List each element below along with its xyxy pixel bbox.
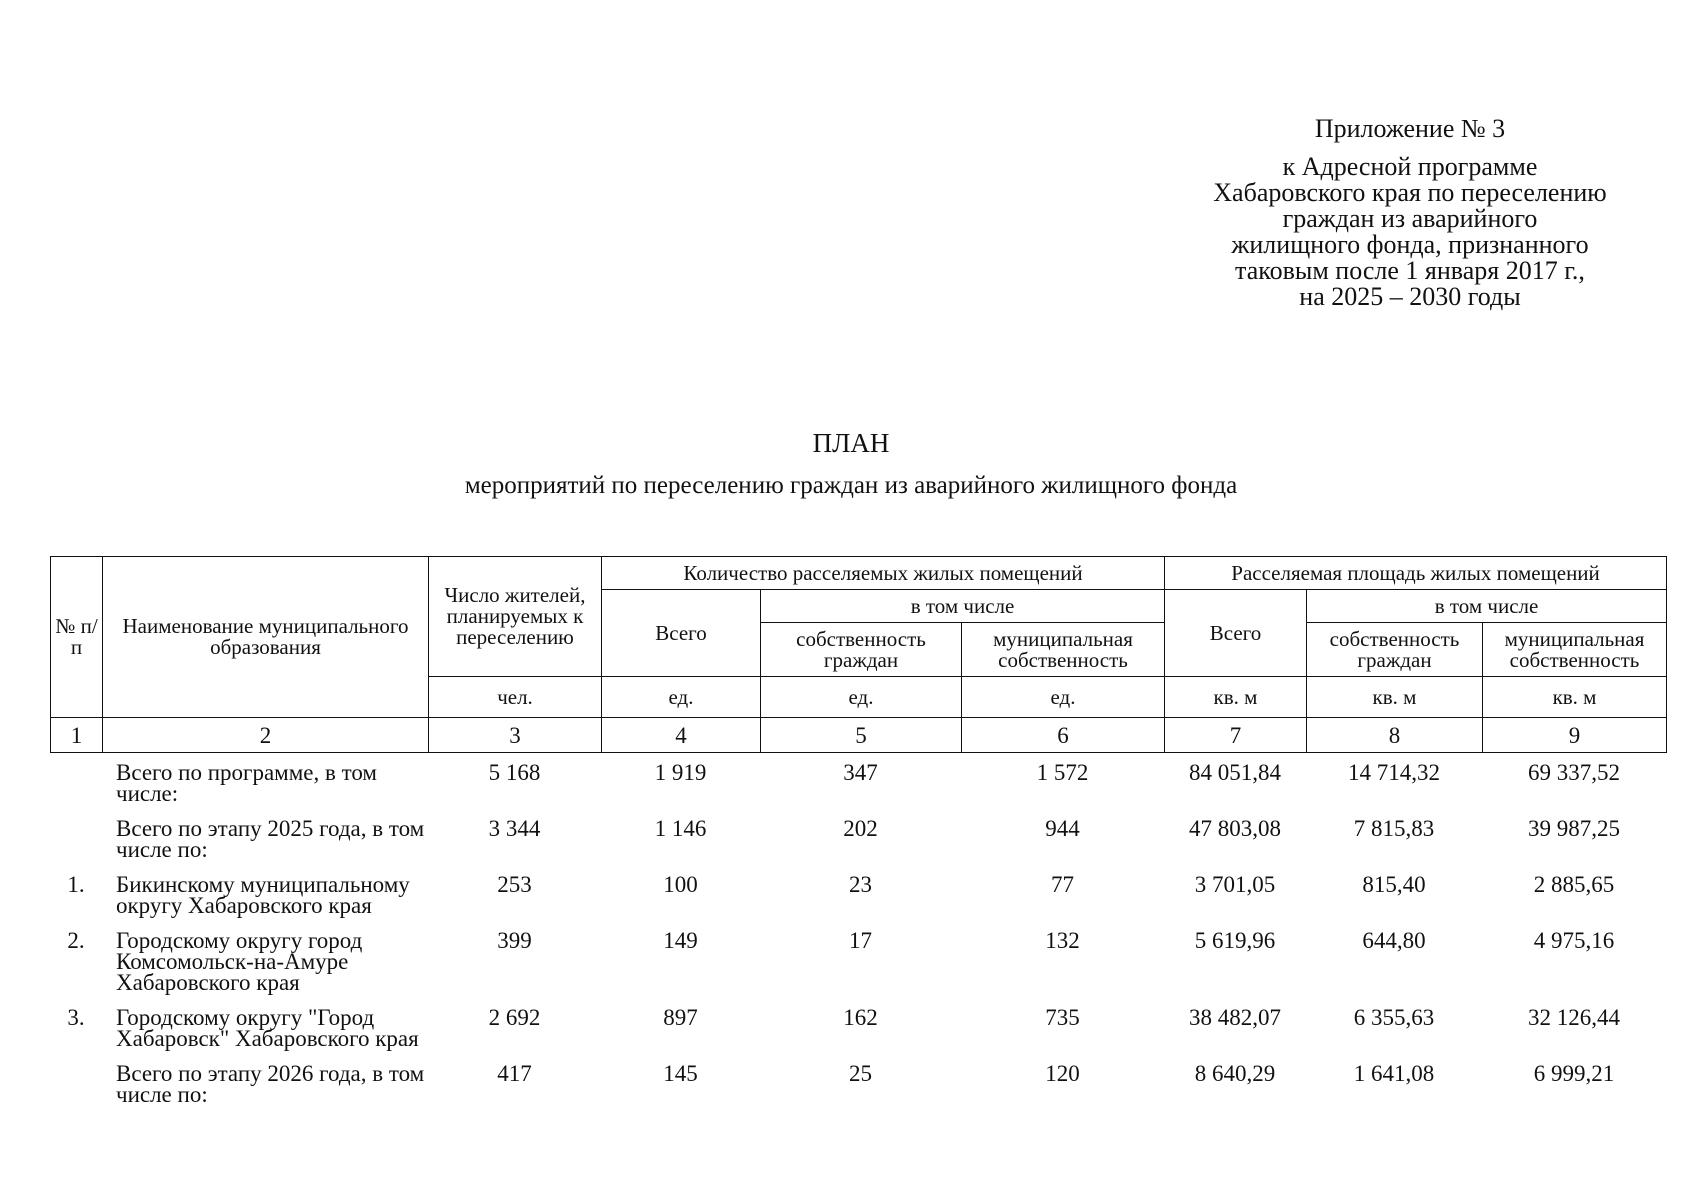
header-rooms-including: в том числе: [761, 590, 1165, 623]
row-num: 1.: [67, 872, 85, 897]
column-number: 3: [429, 718, 602, 753]
unit-cell: ед.: [602, 677, 761, 718]
header-rooms-citizens: собственность граждан: [761, 623, 962, 677]
row-value: 347: [843, 760, 878, 785]
column-number: 7: [1165, 718, 1307, 753]
row-name: Городскому округу город Комсомольск-на-Амуре Хабаровского края: [116, 928, 363, 995]
unit-cell: ед.: [962, 677, 1165, 718]
row-value: 202: [843, 816, 878, 841]
header-area-municipal: муниципальная собственность: [1483, 623, 1667, 677]
document-title: ПЛАН: [812, 428, 890, 458]
column-number: 2: [103, 718, 429, 753]
column-number: 5: [761, 718, 962, 753]
table-header: [50, 556, 1667, 753]
row-value: 162: [843, 1005, 878, 1030]
row-value: 8 640,29: [1194, 1061, 1276, 1086]
header-name: Наименование муниципального образования: [103, 557, 429, 718]
header-rooms-municipal: муниципальная собственность: [962, 623, 1165, 677]
header-area-including: в том числе: [1307, 590, 1667, 623]
row-num: [50, 1063, 102, 1119]
row-value: 3 344: [488, 816, 541, 841]
table-row: [50, 818, 1666, 874]
row-value: 2 692: [488, 1005, 541, 1030]
row-value: 25: [849, 1061, 872, 1086]
header-num: № п/п: [51, 557, 103, 718]
row-value: 6 999,21: [1533, 1061, 1615, 1086]
header-rooms-total: Всего: [602, 590, 761, 677]
row-value: 644,80: [1362, 928, 1426, 953]
row-value: 944: [1045, 816, 1080, 841]
row-value: 6 355,63: [1353, 1005, 1435, 1030]
unit-cell: кв. м: [1483, 677, 1667, 718]
appendix-line: граждан из аварийного: [1282, 204, 1538, 233]
header-area-group: Расселяемая площадь жилых помещений: [1165, 557, 1667, 590]
column-number: 1: [51, 718, 103, 753]
header-residents: Число жителей, планируемых к переселению: [429, 557, 602, 677]
row-name: Всего по этапу 2025 года, в том числе по:: [116, 816, 425, 862]
appendix-block: [1190, 116, 1630, 310]
row-value: 897: [663, 1005, 698, 1030]
appendix-title: Приложение № 3: [1314, 114, 1506, 143]
unit-cell: кв. м: [1165, 677, 1307, 718]
unit-cell: кв. м: [1307, 677, 1483, 718]
row-value: 5 168: [488, 760, 541, 785]
row-value: 1 641,08: [1353, 1061, 1435, 1086]
table-row: [50, 874, 1666, 930]
row-value: 38 482,07: [1189, 1005, 1281, 1030]
row-value: 5 619,96: [1194, 928, 1276, 953]
row-num: 3.: [67, 1005, 85, 1030]
row-value: 39 987,25: [1528, 816, 1620, 841]
table-row: [50, 1007, 1666, 1063]
appendix-line: к Адресной программе: [1282, 152, 1538, 181]
row-value: 4 975,16: [1533, 928, 1615, 953]
row-value: 145: [663, 1061, 698, 1086]
row-num: [50, 818, 102, 874]
row-name: Всего по этапу 2026 года, в том числе по:: [116, 1061, 425, 1107]
row-value: 100: [663, 872, 698, 897]
row-value: 69 337,52: [1528, 760, 1620, 785]
row-value: 32 126,44: [1528, 1005, 1620, 1030]
row-value: 47 803,08: [1189, 816, 1281, 841]
row-value: 84 051,84: [1189, 760, 1281, 785]
row-value: 23: [849, 872, 872, 897]
appendix-line: таковым после 1 января 2017 г.,: [1235, 256, 1585, 285]
row-value: 7 815,83: [1353, 816, 1435, 841]
unit-cell: чел.: [429, 677, 602, 718]
row-name: Бикинскому муниципальному округу Хабаровского края: [116, 872, 410, 918]
appendix-line: Хабаровского края по переселению: [1213, 178, 1607, 207]
row-value: 417: [497, 1061, 532, 1086]
row-value: 17: [849, 928, 872, 953]
row-value: 399: [497, 928, 532, 953]
row-name: Городскому округу "Город Хабаровск" Хабаровского края: [116, 1005, 419, 1051]
row-value: 120: [1045, 1061, 1080, 1086]
appendix-line: жилищного фонда, признанного: [1231, 230, 1589, 259]
column-number: 9: [1483, 718, 1667, 753]
row-value: 1 919: [654, 760, 707, 785]
row-value: 3 701,05: [1194, 872, 1276, 897]
column-number: 4: [602, 718, 761, 753]
row-value: 1 572: [1036, 760, 1089, 785]
table-body: [50, 762, 1666, 1119]
header-rooms-group: Количество расселяемых жилых помещений: [602, 557, 1165, 590]
table-row: [50, 1063, 1666, 1119]
column-number: 8: [1307, 718, 1483, 753]
document-subtitle: мероприятий по переселению граждан из аварийного жилищного фонда: [464, 472, 1238, 499]
row-value: 132: [1045, 928, 1080, 953]
row-name: Всего по программе, в том числе:: [116, 760, 377, 806]
row-value: 815,40: [1362, 872, 1426, 897]
unit-cell: ед.: [761, 677, 962, 718]
row-value: 253: [497, 872, 532, 897]
row-num: 2.: [67, 928, 85, 953]
row-value: 735: [1045, 1005, 1080, 1030]
appendix-line: на 2025 – 2030 годы: [1299, 282, 1521, 311]
column-number: 6: [962, 718, 1165, 753]
row-value: 2 885,65: [1533, 872, 1615, 897]
table-row: [50, 930, 1666, 1007]
row-value: 77: [1051, 872, 1074, 897]
table-row: [50, 762, 1666, 818]
row-value: 14 714,32: [1348, 760, 1440, 785]
header-area-citizens: собственность граждан: [1307, 623, 1483, 677]
row-num: [50, 762, 102, 818]
row-value: 149: [663, 928, 698, 953]
header-area-total: Всего: [1165, 590, 1307, 677]
row-value: 1 146: [654, 816, 707, 841]
